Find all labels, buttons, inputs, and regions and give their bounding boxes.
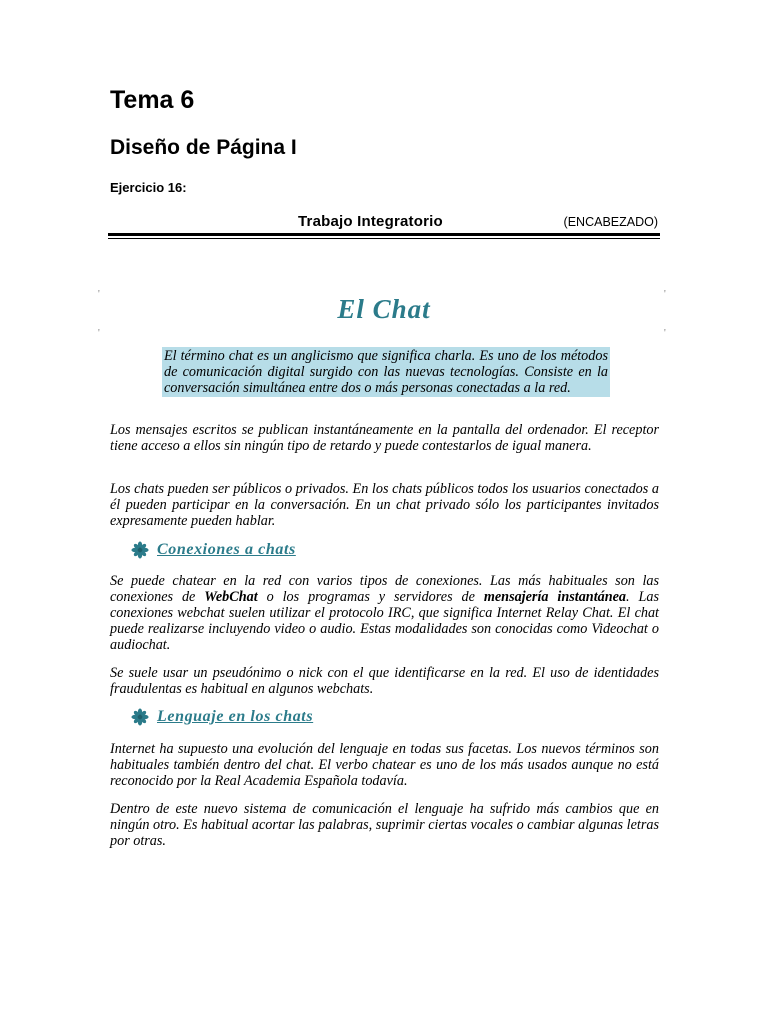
section-heading-lenguaje bbox=[131, 708, 313, 726]
section-title-conexiones: Conexiones a chats bbox=[157, 541, 296, 558]
text-run: Se puede chatear en la red con varios tipos de conexiones. Las más habituales son las conexiones de bbox=[110, 573, 659, 605]
section-heading-conexiones bbox=[131, 541, 296, 559]
margin-mark-bottom-left: ' bbox=[98, 328, 100, 339]
document-main-title: El Chat bbox=[337, 294, 431, 324]
text-run: o los programas y servidores de bbox=[257, 589, 484, 605]
paragraph-nuevo-sistema: Dentro de este nuevo sistema de comunicación el lenguaje ha sufrido más cambios que en ningún otro. Es habitual acortar las palabras, suprimir ciertas vocales o cambiar algunas letras por otras. bbox=[110, 801, 659, 849]
margin-mark-top-right: ' bbox=[664, 289, 666, 300]
paragraph-mensajes: Los mensajes escritos se publican instantáneamente en la pantalla del ordenador. El receptor tiene acceso a ellos sin ningún tipo de retardo y puede contestarlos de igual manera. bbox=[110, 422, 659, 454]
exercise-label: Ejercicio 16: bbox=[110, 180, 187, 195]
header-rule-thin bbox=[108, 238, 660, 239]
margin-mark-bottom-right: ' bbox=[664, 328, 666, 339]
page-subtitle: Diseño de Página I bbox=[110, 136, 297, 159]
paragraph-conexiones bbox=[110, 573, 659, 653]
emphasis-mensajeria: mensajería instantánea bbox=[483, 589, 627, 605]
margin-mark-top-left: ' bbox=[98, 289, 100, 300]
flower-bullet-icon bbox=[131, 541, 149, 559]
header-title: Trabajo Integratorio bbox=[298, 213, 443, 230]
paragraph-pseudonimo: Se suele usar un pseudónimo o nick con el que identificarse en la red. El uso de identidades fraudulentas es habitual en algunos webchats. bbox=[110, 665, 659, 697]
header-note: (ENCABEZADO) bbox=[563, 215, 658, 229]
section-title-lenguaje: Lenguaje en los chats bbox=[157, 708, 314, 725]
emphasis-webchat: WebChat bbox=[204, 589, 258, 605]
paragraph-internet-lenguaje: Internet ha supuesto una evolución del lenguaje en todas sus facetas. Los nuevos términos son habituales también dentro del chat. El verbo chatear es uno de los más usados aunque no está reconocido por la Real Academia Española todavía. bbox=[110, 741, 659, 789]
paragraph-chats-publicos: Los chats pueden ser públicos o privados. En los chats públicos todos los usuarios conectados a él pueden participar en la conversación. En un chat privado sólo los participantes invitados expresamente pueden hablar. bbox=[110, 481, 659, 529]
page-title: Tema 6 bbox=[110, 86, 195, 114]
document-header bbox=[108, 210, 660, 242]
text-run: . Las conexiones webchat suelen utilizar el protocolo IRC, que significa Internet Relay Chat. El chat puede realizarse incluyendo video o audio. Estas modalidades son conocidas como Videochat o audiochat. bbox=[110, 589, 660, 653]
intro-highlight-box: El término chat es un anglicismo que significa charla. Es uno de los métodos de comunicación digital surgido con las nuevas tecnologías. Consiste en la conversación simultánea entre dos o más personas conectadas a la red. bbox=[164, 348, 608, 396]
header-rule-thick bbox=[108, 233, 660, 236]
flower-bullet-icon bbox=[131, 708, 149, 726]
